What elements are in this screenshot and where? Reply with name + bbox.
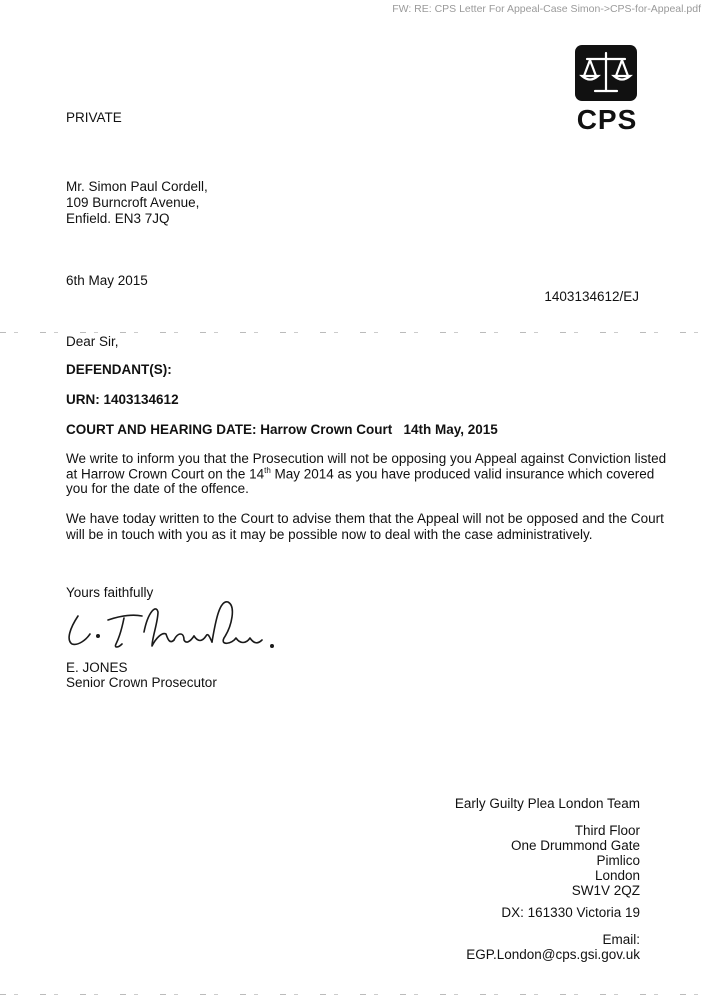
urn-heading: URN: 1403134612	[66, 392, 179, 407]
defendant-heading: DEFENDANT(S):	[66, 362, 172, 377]
address-line: SW1V 2QZ	[571, 883, 640, 898]
document-file-title: FW: RE: CPS Letter For Appeal-Case Simon->CPS-for-Appeal.pdf	[392, 3, 701, 15]
recipient-line: Enfield. EN3 7JQ	[66, 211, 170, 226]
email-address: EGP.London@cps.gsi.gov.uk	[466, 947, 640, 962]
address-line: London	[594, 868, 640, 883]
letter-reference: 1403134612/EJ	[544, 289, 639, 304]
address-line: Pimlico	[596, 853, 640, 868]
cps-logo-text: CPS	[576, 104, 638, 135]
salutation: Dear Sir,	[66, 334, 119, 349]
closing: Yours faithfully	[66, 585, 154, 600]
signer-name: E. JONES	[66, 660, 128, 675]
paragraph-line: We write to inform you that the Prosecution will not be opposing you Appeal against Conviction listed	[66, 451, 667, 466]
scan-artifact-line	[0, 994, 707, 995]
signer-title: Senior Crown Prosecutor	[66, 675, 217, 690]
address-line: Third Floor	[574, 823, 640, 838]
recipient-line: 109 Burncroft Avenue,	[66, 195, 200, 210]
cps-scales-logo-icon	[575, 45, 637, 101]
paragraph-line: We have today written to the Court to advise them that the Appeal will not be opposed and the Court	[66, 511, 664, 526]
court-hearing-heading: COURT AND HEARING DATE: Harrow Crown Court 14th May, 2015	[66, 422, 498, 437]
scan-artifact-line	[0, 332, 707, 333]
team-name: Early Guilty Plea London Team	[454, 796, 640, 811]
letter-date: 6th May 2015	[66, 273, 148, 288]
privacy-marking: PRIVATE	[66, 110, 122, 125]
dx-number: DX: 161330 Victoria 19	[501, 905, 640, 920]
address-line: One Drummond Gate	[510, 838, 640, 853]
paragraph-line: at Harrow Crown Court on the 14th May 2014 as you have produced valid insurance which covered	[66, 466, 655, 482]
handwritten-signature	[60, 598, 290, 663]
paragraph-line: you for the date of the offence.	[66, 481, 249, 496]
email-label: Email:	[602, 932, 640, 947]
paragraph-line: will be in touch with you as it may be possible now to deal with the case administratively.	[66, 527, 593, 542]
recipient-line: Mr. Simon Paul Cordell,	[66, 179, 208, 194]
